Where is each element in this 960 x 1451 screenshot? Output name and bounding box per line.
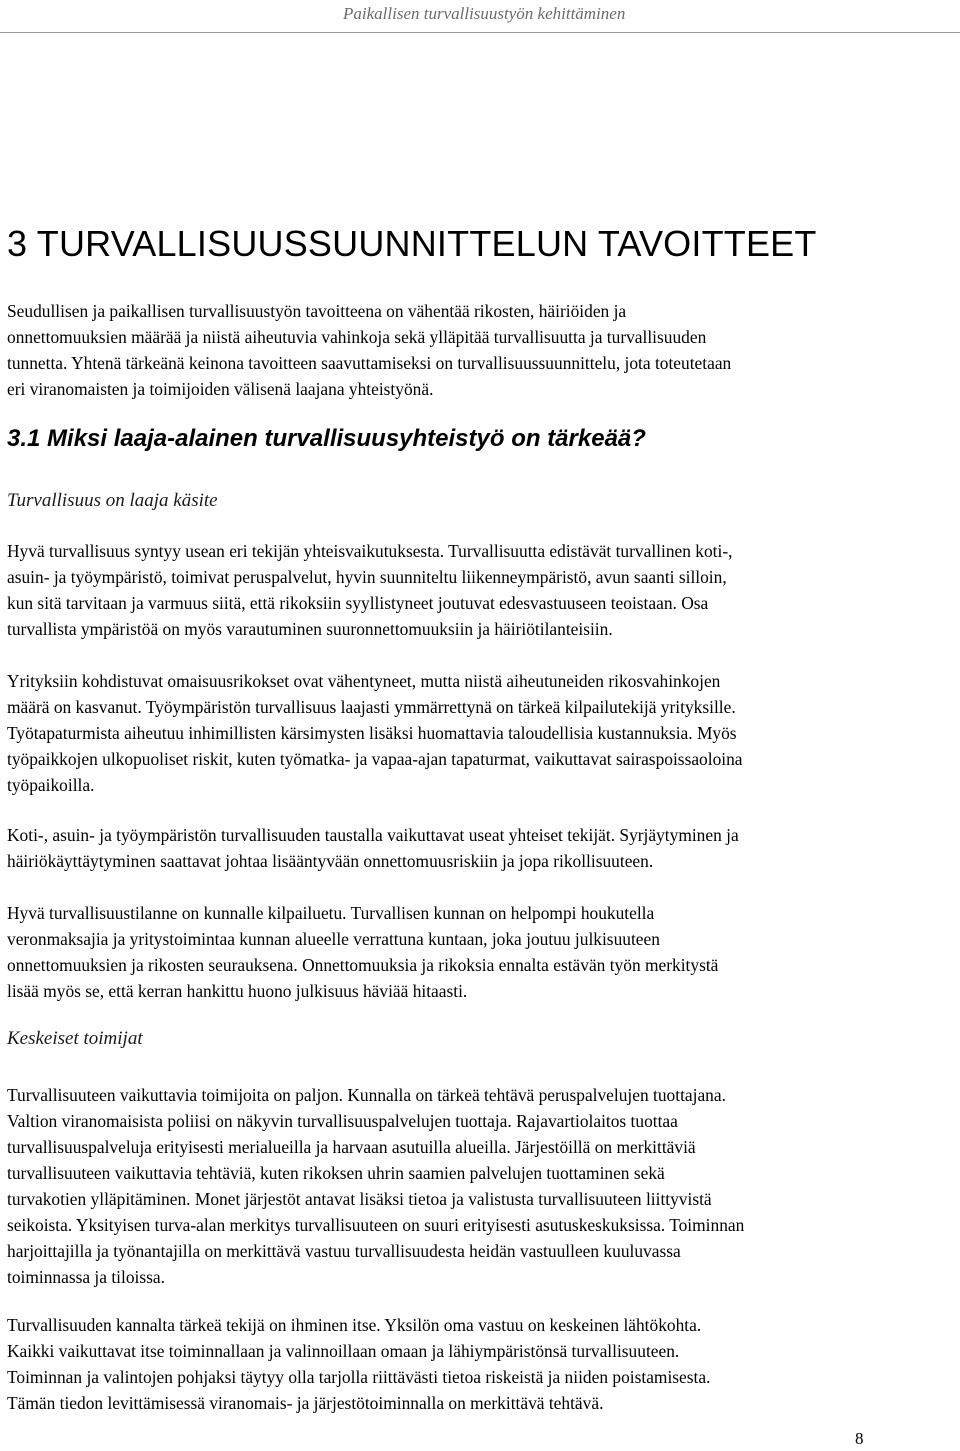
text-line: toiminnassa ja tiloissa.	[7, 1267, 165, 1287]
text-line: Kaikki vaikuttavat itse toiminnallaan ja valinnoillaan omaan ja lähiympäristönsä turvallisuuteen.	[7, 1341, 680, 1361]
paragraph	[7, 822, 739, 874]
text-line: Toiminnan ja valintojen pohjaksi täytyy olla tarjolla riittävästi tietoa riskeistä ja niiden poistamisesta.	[7, 1367, 711, 1387]
paragraph	[7, 668, 743, 798]
running-header: Paikallisen turvallisuustyön kehittäminen	[343, 4, 626, 23]
subheading-concept: Turvallisuus on laaja käsite	[7, 490, 218, 511]
text-line: Koti-, asuin- ja työympäristön turvallisuuden taustalla vaikuttavat useat yhteiset tekijät. Syrjäytyminen ja	[7, 825, 739, 845]
text-line: turvakotien ylläpitäminen. Monet järjestöt antavat lisäksi tietoa ja valistusta turvallisuuteen liittyvistä	[7, 1189, 712, 1209]
text-line: Yrityksiin kohdistuvat omaisuusrikokset ovat vähentyneet, mutta niistä aiheutuneiden rikosvahinkojen	[7, 671, 721, 691]
header-divider	[0, 32, 960, 33]
subheading-actors: Keskeiset toimijat	[7, 1028, 143, 1049]
text-line: häiriökäyttäytyminen saattavat johtaa lisääntyvään onnettomuusriskiin ja jopa rikollisuuteen.	[7, 851, 654, 871]
text-line: Hyvä turvallisuustilanne on kunnalle kilpailuetu. Turvallisen kunnan on helpompi houkutella	[7, 903, 655, 923]
text-line: Seudullisen ja paikallisen turvallisuustyön tavoitteena on vähentää rikosten, häiriöiden ja	[7, 301, 627, 321]
text-line: turvallisuuteen vaikuttavia tehtäviä, kuten rikoksen uhrin saamien palvelujen tuottaminen sekä	[7, 1163, 665, 1183]
text-line: tunnetta. Yhtenä tärkeänä keinona tavoitteen saavuttamiseksi on turvallisuussuunnittelu, jota toteutetaan	[7, 353, 732, 373]
chapter-title: 3 TURVALLISUUSSUUNNITTELUN TAVOITTEET	[7, 223, 817, 264]
text-line: turvallista ympäristöä on myös varautuminen suuronnettomuuksiin ja häiriötilanteisiin.	[7, 619, 613, 639]
paragraph	[7, 1082, 744, 1290]
text-line: Turvallisuuteen vaikuttavia toimijoita on paljon. Kunnalla on tärkeä tehtävä peruspalvelujen tuottajana.	[7, 1085, 726, 1105]
section-title: 3.1 Miksi laaja-alainen turvallisuusyhteistyö on tärkeää?	[7, 425, 646, 452]
text-line: eri viranomaisten ja toimijoiden välisenä laajana yhteistyönä.	[7, 379, 434, 399]
text-line: Tämän tiedon levittämisessä viranomais- ja järjestötoiminnalla on merkittävä tehtävä.	[7, 1393, 604, 1413]
paragraph	[7, 538, 732, 642]
paragraph	[7, 1312, 710, 1416]
text-line: työpaikkojen ulkopuoliset riskit, kuten työmatka- ja vapaa-ajan tapaturmat, vaikuttavat sairaspoissaoloina	[7, 749, 743, 769]
text-line: onnettomuuksien määrää ja niistä aiheutuvia vahinkoja sekä ylläpitää turvallisuutta ja turvallisuuden	[7, 327, 707, 347]
paragraph	[7, 900, 718, 1004]
text-line: Valtion viranomaisista poliisi on näkyvin turvallisuuspalvelujen tuottaja. Rajavartiolaitos tuottaa	[7, 1111, 678, 1131]
text-line: veronmaksajia ja yritystoimintaa kunnan alueelle verrattuna kuntaan, joka joutuu julkisuuteen	[7, 929, 660, 949]
text-line: Turvallisuuden kannalta tärkeä tekijä on ihminen itse. Yksilön oma vastuu on keskeinen lähtökohta.	[7, 1315, 702, 1335]
intro-paragraph	[7, 298, 731, 402]
text-line: asuin- ja työympäristö, toimivat peruspalvelut, hyvin suunniteltu liikenneympäristö, avun saanti silloin,	[7, 567, 727, 587]
text-line: Työtapaturmista aiheutuu inhimillisten kärsimysten lisäksi huomattavia taloudellisia kustannuksia. Myös	[7, 723, 737, 743]
text-line: onnettomuuksien ja rikosten seurauksena. Onnettomuuksia ja rikoksia ennalta estävän työn merkitystä	[7, 955, 719, 975]
text-line: määrä on kasvanut. Työympäristön turvallisuus laajasti ymmärrettynä on tärkeä kilpailutekijä yrityksille.	[7, 697, 736, 717]
text-line: kun sitä tarvitaan ja varmuus siitä, että rikoksiin syyllistyneet joutuvat edesvastuuseen teoistaan. Osa	[7, 593, 709, 613]
text-line: lisää myös se, että kerran hankittu huono julkisuus häviää hitaasti.	[7, 981, 468, 1001]
text-line: Hyvä turvallisuus syntyy usean eri tekijän yhteisvaikutuksesta. Turvallisuutta edistävät turvallinen koti-,	[7, 541, 733, 561]
text-line: seikoista. Yksityisen turva-alan merkitys turvallisuuteen on suuri erityisesti asutuskeskuksissa. Toiminnan	[7, 1215, 745, 1235]
text-line: työpaikoilla.	[7, 775, 95, 795]
text-line: harjoittajilla ja työnantajilla on merkittävä vastuu turvallisuudesta heidän vastuulleen kuuluvassa	[7, 1241, 681, 1261]
page-number: 8	[855, 1429, 864, 1448]
text-line: turvallisuuspalveluja erityisesti merialueilla ja harvaan asutuilla alueilla. Järjestöillä on merkittäviä	[7, 1137, 696, 1157]
